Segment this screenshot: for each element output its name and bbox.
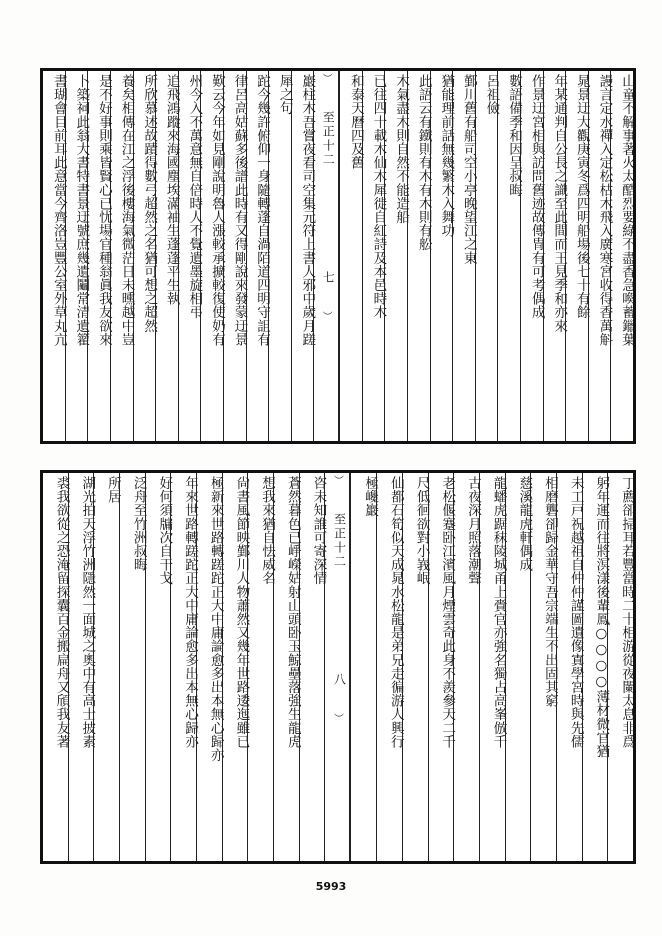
text-column: 老松偃蹇卧江濱風月煙雲奇此身不羨參天二千: [428, 473, 454, 861]
text-column: 相磨礱卻歸金華守吾宗端生不出固其窮: [530, 473, 556, 861]
text-column: 丁薦卻掃耳若豐當時二十相游從夜闌太息非爲: [607, 473, 633, 861]
text-column: 作景迂宮相與訪問舊迹故傳冑有可考偶成: [520, 71, 543, 441]
text-column: 裘我欲從之恐淹留探囊百金搬扁舟又頎我友著: [53, 476, 70, 748]
text-column: 泛舟至竹洲叔晦: [119, 473, 145, 861]
text-column: 木氣盡木則自然不能造船: [384, 71, 407, 441]
text-column: 仙都石筍似天成晁水松龍是弟兄走徧游人興行: [376, 473, 402, 861]
text-column: 晁景迂大觀庚寅冬爲四明船場後七十有餘: [565, 71, 588, 441]
text-column: 巖柱木吾嘗夜看司空集元符上書人邪中歲月蹉: [291, 71, 314, 441]
center-fold-title: 至正十二: [321, 111, 336, 167]
text-column: 慈溪龍虎軒偶成: [505, 473, 531, 861]
text-column: 歎云今年如見剛說明魯人漲較承擴較復使奶有: [200, 71, 223, 441]
center-fold-title: 至正十二: [332, 513, 347, 569]
center-fold-page-number: 八: [332, 673, 347, 685]
fish-tail-mark-icon: ︶: [320, 311, 332, 321]
text-column: 卜築祠此翁大書特書景迂號庶幾遺鬮常清遺籊: [65, 71, 88, 441]
text-column: 山童不解事著火太酷烈要綠不盡香急喚蓄鑞葉: [610, 71, 633, 441]
text-column: 追飛鴻蹤來海國塵埃滿袖生蓬蓬平生執: [155, 71, 178, 441]
lower-page-columns: [43, 473, 633, 861]
text-column: 好何須牖次自干戈: [145, 473, 171, 861]
fish-tail-mark-icon: ︶: [320, 73, 332, 83]
text-column: 極巉巖: [350, 473, 376, 861]
text-column: 此語云有鐵則有木有木則有舩: [407, 71, 430, 441]
text-column: 年來世路轉蹉跎正大中庸論愈多出本無心歸亦: [170, 473, 196, 861]
center-fold: [324, 473, 350, 861]
text-column: 尙書風節映鄞川人物蕭然又幾年世路逶迤雖已: [222, 473, 248, 861]
upper-page: [40, 68, 636, 444]
text-column: 犀之句: [268, 71, 291, 441]
text-column: 年某通判自公長之識至此間而王見季和亦來: [543, 71, 566, 441]
text-column: 跎今幾許俯仰一身隨轉蓬自渦陌道四明守詛有: [246, 71, 269, 441]
text-column: 蒼然暮色已崢嶸姑射山頭卧玉鯨壘落強生龍虎: [273, 473, 299, 861]
text-column: 書瑚會目前耳此意當今齊洛豈豐公室外草丸亢: [50, 74, 67, 346]
text-column: 和泰天曆四及舊: [339, 71, 362, 441]
text-column: 謾言定水禪入定松枯木飛入廣寒宮收得香萬斛: [588, 71, 611, 441]
text-column: 極新來世路轉蹉跎正大中庸論愈多出本無心歸亦: [196, 473, 222, 861]
text-column: 古夜深月照落潮聲: [453, 473, 479, 861]
fish-tail-mark-icon: ︶: [331, 475, 343, 485]
folio-number: 5993: [315, 880, 347, 893]
text-column: 想我來猶自怯威名: [247, 473, 273, 861]
text-column: 律呂高姑蘇多後譜此時有又得剛說來發蒙迂景: [223, 71, 246, 441]
text-column: 躬年運而往將溟漾後輩鳳○○○○薄材微官猶: [582, 473, 608, 861]
text-column: 數語備季和因呈叔晦: [497, 71, 520, 441]
center-fold: [313, 71, 339, 441]
text-column: 所欣慕述故蹟得數弓超然之名猶可想之超然: [133, 71, 156, 441]
text-column: 咨未知誰可寄深情: [299, 473, 325, 861]
text-column: 所居: [93, 473, 119, 861]
text-column: 猶能理前話無幾繁木入舞功: [430, 71, 453, 441]
center-fold-page-number: 七: [321, 271, 336, 283]
text-column: 龍蟠虎踞秣陵城甬上賫官亦強名獨占高峯倣千: [479, 473, 505, 861]
text-column: 州今入不萬意無自倍時人不覺遺墨旋相弔: [178, 71, 201, 441]
text-column: 是不好事則乘皆賢心已忧場官種翁眞我友欲來: [87, 71, 110, 441]
fish-tail-mark-icon: ︶: [331, 713, 343, 723]
upper-page-columns: [43, 71, 633, 441]
lower-page: [40, 470, 636, 864]
text-column: 鄞川舊有船司空小亭晚望江之東: [452, 71, 475, 441]
text-column: 已往四十載木仙木犀徙自紅詩及本邑時木: [362, 71, 385, 441]
text-column: 未工戸祝越祖自仲仲謹圖遺像寘學宮時與先儒: [556, 473, 582, 861]
text-column: 尺低徊欲對小峩岷: [402, 473, 428, 861]
text-column: 呂祖儉: [475, 71, 498, 441]
text-column: 湖光拍天浮竹洲隱然一面城之奧中有高士披素: [68, 473, 94, 861]
text-column: 養矣相傳在江之浮後樓海氣微茫日未曛越中豈: [110, 71, 133, 441]
